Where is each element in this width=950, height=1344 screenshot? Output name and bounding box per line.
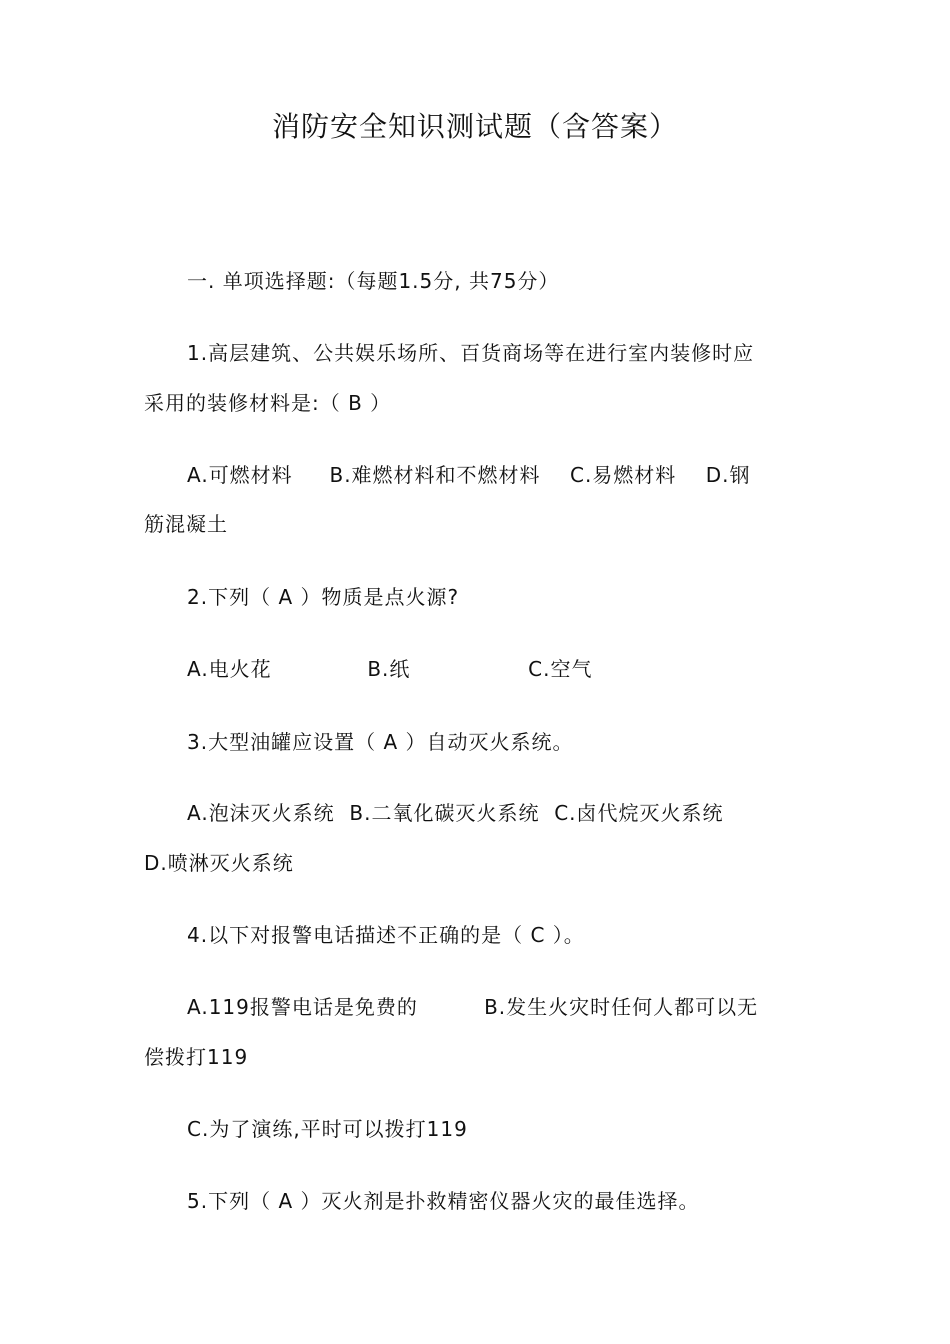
question-3-stem-line-1: 3.大型油罐应设置（ A ）自动灭火系统。 xyxy=(187,730,574,754)
question-4-options-line-1: A.119报警电话是免费的 B.发生火灾时任何人都可以无 xyxy=(187,995,759,1019)
question-4-options-line-3: C.为了演练,平时可以拨打119 xyxy=(187,1117,468,1141)
section-heading: 一. 单项选择题:（每题1.5分, 共75分） xyxy=(187,269,560,293)
question-2-stem-line-1: 2.下列（ A ）物质是点火源? xyxy=(187,585,460,609)
page-title: 消防安全知识测试题（含答案） xyxy=(271,110,678,143)
question-1-options-line-1: A.可燃材料 B.难燃材料和不燃材料 C.易燃材料 D.钢 xyxy=(187,463,751,487)
question-1-stem-line-1: 1.高层建筑、公共娱乐场所、百货商场等在进行室内装修时应 xyxy=(187,341,755,365)
question-4-stem-line-1: 4.以下对报警电话描述不正确的是（ C ）。 xyxy=(187,923,585,947)
question-3-options-line-1: A.泡沫灭火系统 B.二氧化碳灭火系统 C.卤代烷灭火系统 xyxy=(187,801,724,825)
question-4-options-line-2: 偿拨打119 xyxy=(144,1045,249,1069)
question-5-stem-line-1: 5.下列（ A ）灭火剂是扑救精密仪器火灾的最佳选择。 xyxy=(187,1189,700,1213)
question-1-stem-line-2: 采用的装修材料是:（ B ） xyxy=(144,391,392,415)
question-3-options-line-2: D.喷淋灭火系统 xyxy=(144,851,294,875)
question-1-options-line-2: 筋混凝土 xyxy=(144,512,228,536)
question-2-options-line-1: A.电火花 B.纸 C.空气 xyxy=(187,657,593,681)
